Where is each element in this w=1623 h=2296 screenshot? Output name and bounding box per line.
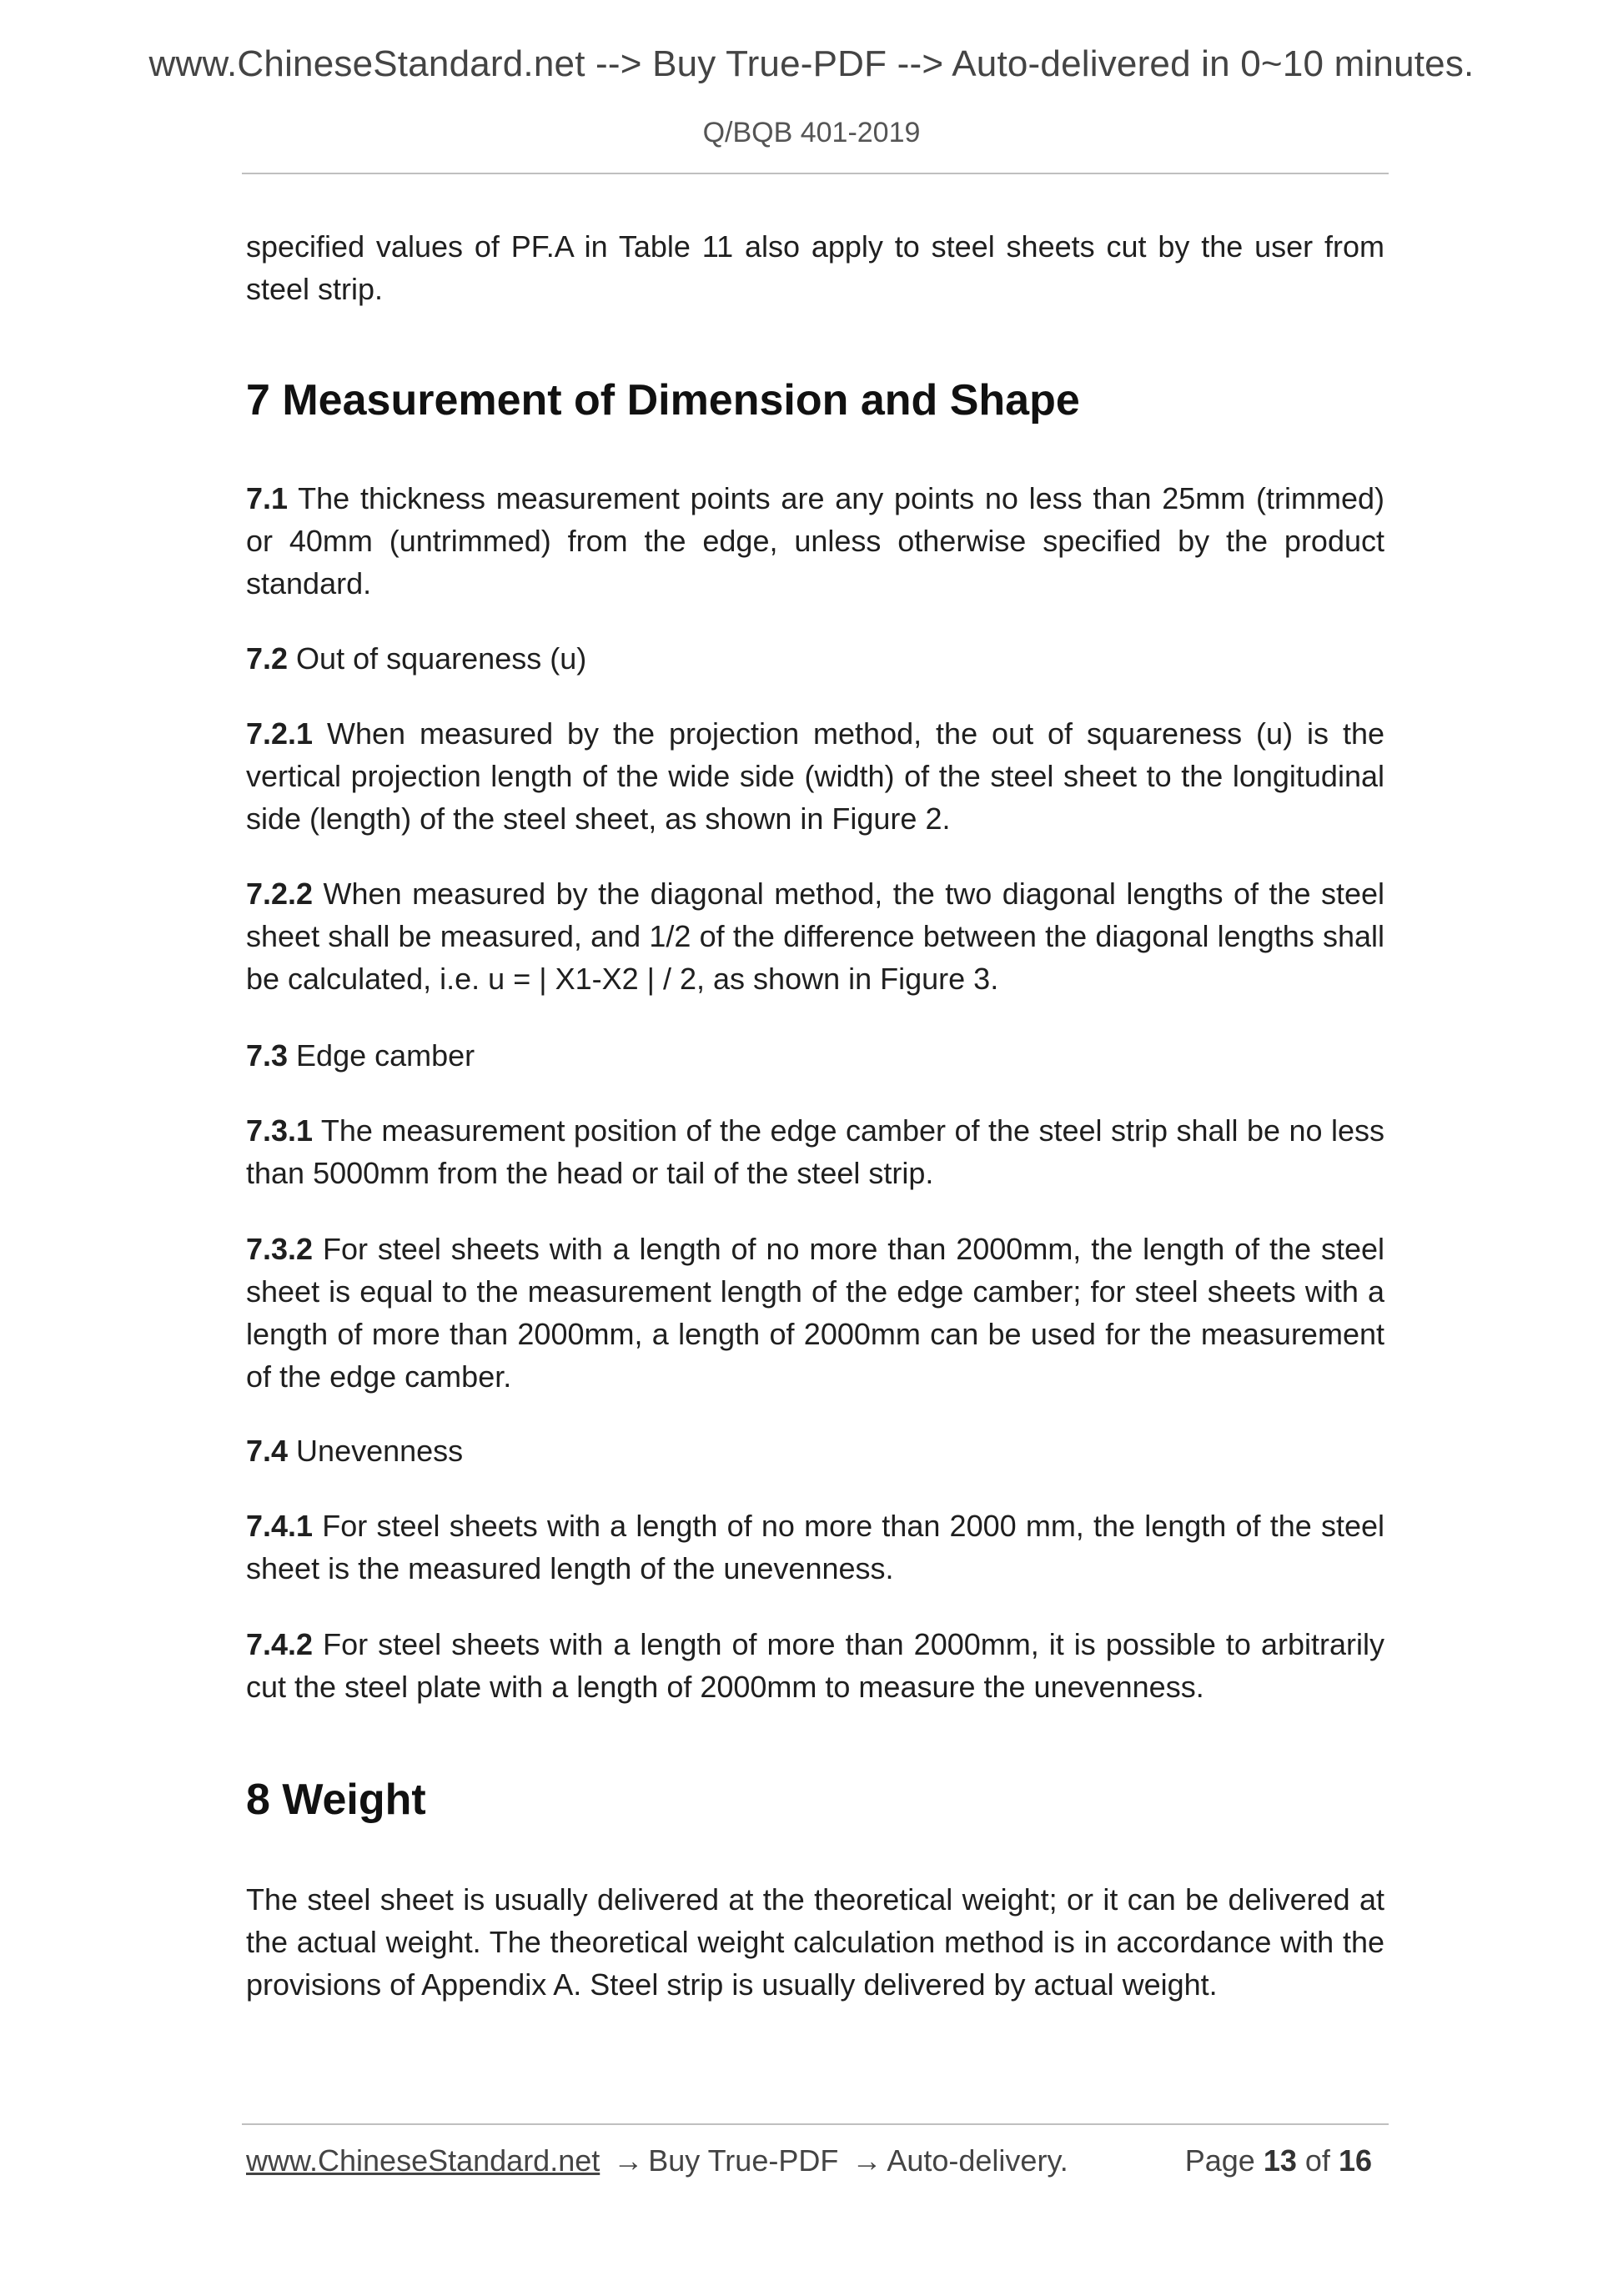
clause-7-3-2: [246, 1228, 1384, 1398]
clause-number: 7.4: [246, 1434, 289, 1468]
section-8-heading: 8 Weight: [246, 1776, 426, 1824]
clause-text: When measured by the projection method, the out of squareness (u) is the vertical projection length of the wide side (width) of the steel sheet to the longitudinal side (length) of the steel sheet, as shown in Figure 2.: [246, 716, 1384, 836]
page-of-label: of: [1304, 2143, 1330, 2178]
clause-text: For steel sheets with a length of no more than 2000 mm, the length of the steel sheet is the measured length of the unevenness.: [246, 1509, 1384, 1585]
clause-7-2-1: [246, 712, 1384, 840]
header-divider: [242, 173, 1389, 174]
clause-number: 7.4.2: [246, 1627, 314, 1661]
arrow-right-icon: →: [613, 2143, 644, 2178]
clause-number: 7.2: [246, 641, 289, 676]
clause-7-2: [246, 637, 1384, 680]
clause-text: For steel sheets with a length of no more than 2000mm, the length of the steel sheet is equal to the measurement length of the edge camber; for steel sheets with a length of more than 2000mm, a length of 2000mm can be used for the measurement of the edge camber.: [246, 1232, 1384, 1394]
clause-text: Unevenness: [288, 1434, 464, 1468]
page-label: Page: [1184, 2143, 1255, 2178]
arrow-right-icon: →: [852, 2143, 882, 2178]
clause-7-2-2: [246, 872, 1384, 1000]
clause-number: 7.2.1: [246, 716, 314, 751]
clause-number: 7.3.2: [246, 1232, 314, 1266]
clause-number: 7.3.1: [246, 1113, 314, 1148]
footer-divider: [242, 2123, 1389, 2125]
clause-7-3: [246, 1034, 1384, 1077]
clause-7-3-1: [246, 1109, 1384, 1194]
page-footer: [246, 2143, 1380, 2178]
footer-buy-text: Buy True-PDF: [648, 2143, 839, 2178]
footer-site-link[interactable]: www.ChineseStandard.net: [246, 2143, 600, 2178]
clause-7-4-1: [246, 1505, 1384, 1590]
clause-number: 7.4.1: [246, 1509, 314, 1543]
document-code: Q/BQB 401-2019: [702, 117, 921, 148]
section-8-paragraph: The steel sheet is usually delivered at the theoretical weight; or it can be delivered at the actual weight. The theoretical weight calculation method is in accordance with the provisions of Appendix A. Steel strip is usually delivered by actual weight.: [246, 1882, 1384, 2002]
clause-text: The measurement position of the edge camber of the steel strip shall be no less than 5000mm from the head or tail of the steel strip.: [246, 1113, 1384, 1190]
clause-7-4-2: [246, 1623, 1384, 1708]
page-current: 13: [1263, 2143, 1297, 2178]
section-7-heading: 7 Measurement of Dimension and Shape: [246, 376, 1080, 425]
page-indicator: [1185, 2143, 1372, 2178]
clause-text: Out of squareness (u): [288, 641, 587, 676]
intro-paragraph: specified values of PF.A in Table 11 also apply to steel sheets cut by the user from steel strip.: [246, 229, 1384, 306]
clause-text: The thickness measurement points are any points no less than 25mm (trimmed) or 40mm (untrimmed) from the edge, unless otherwise specified by the product standard.: [246, 481, 1384, 600]
header-banner: www.ChineseStandard.net --> Buy True-PDF --> Auto-delivered in 0~10 minutes.: [148, 43, 1475, 84]
clause-7-4: [246, 1429, 1384, 1472]
clause-number: 7.2.2: [246, 877, 314, 911]
clause-number: 7.1: [246, 481, 289, 515]
clause-text: For steel sheets with a length of more than 2000mm, it is possible to arbitrarily cut the steel plate with a length of 2000mm to measure the unevenness.: [246, 1627, 1384, 1704]
footer-delivery-text: Auto-delivery.: [887, 2143, 1068, 2178]
clause-number: 7.3: [246, 1038, 289, 1073]
clause-7-1: [246, 477, 1384, 605]
page-total: 16: [1338, 2143, 1372, 2178]
clause-text: When measured by the diagonal method, the two diagonal lengths of the steel sheet shall be measured, and 1/2 of the difference between the diagonal lengths shall be calculated, i.e. u = | X1-X2 | / 2, as shown in Figure 3.: [246, 877, 1384, 996]
clause-text: Edge camber: [288, 1038, 475, 1073]
